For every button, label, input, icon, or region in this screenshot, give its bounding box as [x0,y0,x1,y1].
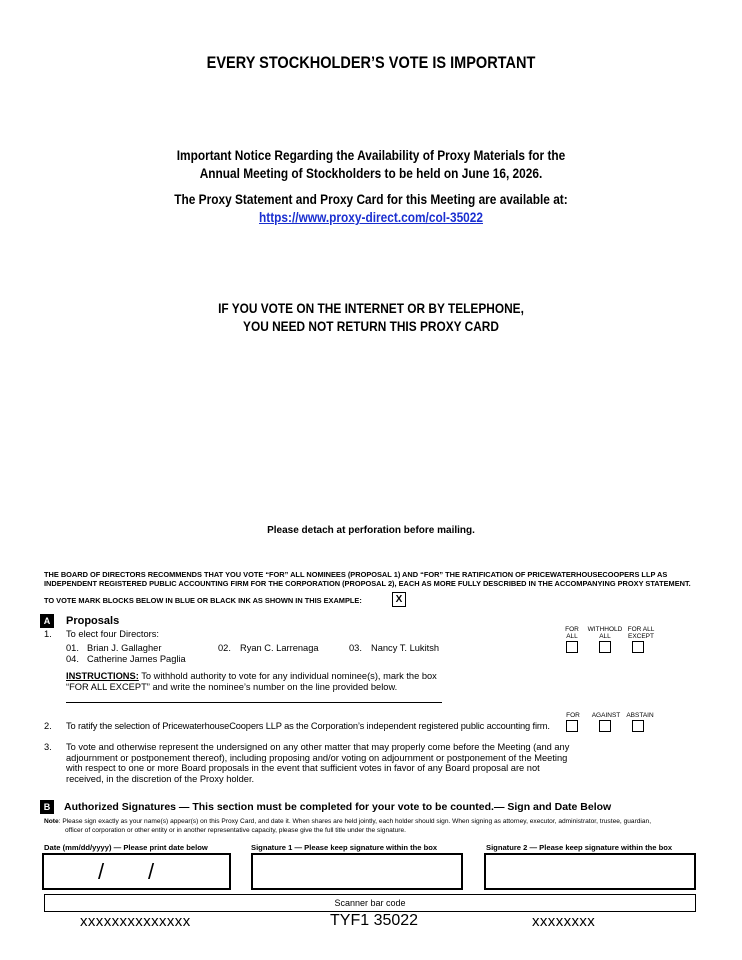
mark-example-label: TO VOTE MARK BLOCKS BELOW IN BLUE OR BLACK INK AS SHOWN IN THIS EXAMPLE: [44,596,362,605]
nominee-01-number: 01. [66,643,79,653]
internet-notice-line-2: YOU NEED NOT RETURN THIS PROXY CARD [243,319,499,334]
instructions-line-1: To withhold authority to vote for any individual nominee(s), mark the box [141,671,437,681]
notice-line-2: Annual Meeting of Stockholders to be held on June 16, 2026. [199,166,543,181]
checkbox-withhold-all[interactable] [599,641,611,653]
notice-line-3: The Proxy Statement and Proxy Card for this Meeting are available at: [174,192,568,207]
mark-example-box: X [392,592,406,607]
instructions-line-2: “FOR ALL EXCEPT” and write the nominee’s number on the line provided below. [66,682,398,692]
note-label: Note [44,818,59,825]
scanner-bar-code-box: Scanner bar code [44,894,696,912]
internet-vote-notice [45,300,698,336]
proposal-3-text: To vote and otherwise represent the undersigned on any other matter that may properly come before the Meeting (and any adjournment or postponement thereof), including proposing and/or voting on adjournment or postponement of the Meeting with respect to one or more Board proposals in the event that sufficient votes in favor of any Board proposal are not received, in the discretion of the Proxy holder. [66,742,570,784]
checkbox-for-all[interactable] [566,641,578,653]
scanner-code-center: TYF1 35022 [330,912,419,929]
checkbox-p2-abstain[interactable] [632,720,644,732]
board-recommendation [44,570,724,588]
proposal-2-number: 2. [44,721,52,731]
notice-line-1: Important Notice Regarding the Availability of Proxy Materials for the [176,148,566,163]
nominee-03-number: 03. [349,643,362,653]
nominee-02-number: 02. [218,643,231,653]
page-title: EVERY STOCKHOLDER’S VOTE IS IMPORTANT [206,54,536,72]
proposal-3-number: 3. [44,742,52,752]
date-label: Date (mm/dd/yyyy) — Please print date below [44,843,208,852]
date-field[interactable] [42,853,231,890]
header-withhold-all: WITHHOLD ALL [587,626,623,640]
instructions [66,671,546,693]
nominee-03-name: Nancy T. Lukitsh [371,643,440,653]
signature-note [44,818,704,835]
scanner-code-left: xxxxxxxxxxxxxx [80,913,191,930]
proxy-notice [45,147,698,227]
board-recommendation-line-1: THE BOARD OF DIRECTORS RECOMMENDS THAT YOU VOTE “FOR” ALL NOMINEES (PROPOSAL 1) AND “FOR” THE RATIFICATION OF PRICEWATERHOUSECOOPERS LLP AS [44,570,668,579]
header-for: FOR [566,712,580,719]
nominee-02-name: Ryan C. Larrenaga [240,643,319,653]
signature-2-label: Signature 2 — Please keep signature within the box [486,843,673,852]
signature-2-field[interactable] [484,853,696,890]
proposal-1-number: 1. [44,629,52,639]
nominee-01-name: Brian J. Gallagher [87,643,162,653]
detach-instruction: Please detach at perforation before mailing. [267,525,475,536]
header-for-all-except: FOR ALL EXCEPT [627,626,655,640]
note-line-2: officer of corporation or other entity or in another representative capacity, please give the full title under the signature. [65,826,406,834]
proposal-1-text: To elect four Directors: [66,629,160,639]
header-against: AGAINST [591,712,621,719]
header-abstain: ABSTAIN [626,712,654,719]
note-line-1: : Please sign exactly as your name(s) appear(s) on this Proxy Card, and date it. When shares are held jointly, each holder should sign. When signing as attorney, executor, administrator, trustee, guardian, [58,818,652,825]
signature-1-field[interactable] [251,853,463,890]
nominee-04-number: 04. [66,654,79,664]
section-a-title: Proposals [66,615,120,627]
date-separator-1: / [98,859,105,884]
section-a-badge: A [40,614,54,628]
proposal-2-text: To ratify the selection of PricewaterhouseCoopers LLP as the Corporation’s independent registered public accounting firm. [66,721,550,731]
proxy-materials-link[interactable]: https://www.proxy-direct.com/col-35022 [258,210,484,225]
checkbox-p2-against[interactable] [599,720,611,732]
checkbox-for-all-except[interactable] [632,641,644,653]
section-b-title: Authorized Signatures — This section must be completed for your vote to be counted.— Sign and Date Below [64,801,612,813]
signature-1-label: Signature 1 — Please keep signature within the box [251,843,438,852]
header-for-all: FOR ALL [565,626,579,640]
nominee-04-name: Catherine James Paglia [87,654,186,664]
internet-notice-line-1: IF YOU VOTE ON THE INTERNET OR BY TELEPHONE, [218,301,524,316]
checkbox-p2-for[interactable] [566,720,578,732]
board-recommendation-line-2: INDEPENDENT REGISTERED PUBLIC ACCOUNTING FIRM FOR THE CORPORATION (PROPOSAL 2), EACH AS MORE FULLY DESCRIBED IN THE ACCOMPANYING PROXY STATEMENT. [44,579,691,588]
scanner-code-right: xxxxxxxx [532,913,596,930]
date-separator-2: / [148,859,155,884]
instructions-label: INSTRUCTIONS: [66,671,139,681]
section-b-badge: B [40,800,54,814]
exception-nominee-line[interactable] [66,702,442,703]
